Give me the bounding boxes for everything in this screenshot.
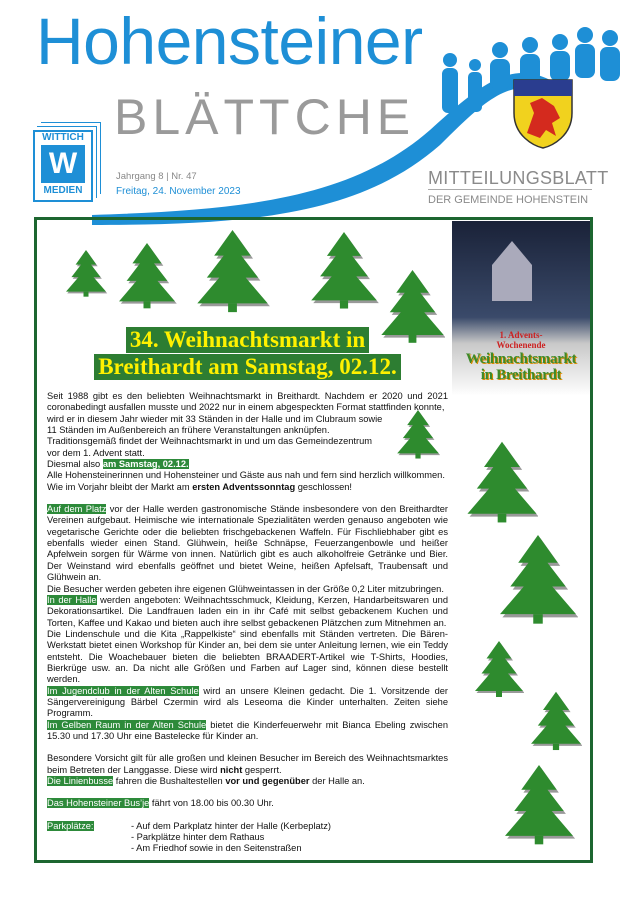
text: bietet die Kinderfeuerwehr mit Bianca Ebeling zwischen 15.30 und 17.30 Uhr eine Bastelecke für Kinder an. <box>47 719 448 741</box>
headline-line-2: Breithardt am Samstag, 02.12. <box>94 354 401 380</box>
bold-text: nicht <box>220 764 243 775</box>
paragraph: Traditionsgemäß findet der Weihnachtsmarkt in und um das Gemeindezentrum <box>47 436 373 447</box>
bold-text: vor und gegenüber <box>225 776 310 786</box>
highlight: am Samstag, 02.12. <box>102 459 189 470</box>
christmas-tree-icon <box>466 440 538 530</box>
paragraph <box>47 686 448 720</box>
divider <box>428 189 592 190</box>
christmas-tree-icon <box>303 232 385 314</box>
christmas-tree-icon <box>190 230 275 318</box>
poster-line: in Breithardt <box>480 367 562 384</box>
highlight: Auf dem Platz <box>47 504 107 515</box>
text: gesperrt. <box>242 764 282 775</box>
paragraph <box>47 776 448 787</box>
headline <box>60 327 435 380</box>
coat-of-arms-icon <box>512 78 574 150</box>
paragraph <box>47 720 448 743</box>
highlight: Im Gelben Raum in der Alten Schule <box>47 719 207 730</box>
logo-text-bottom: MEDIEN <box>43 185 83 196</box>
masthead-title: Hohensteiner <box>36 4 423 78</box>
paragraph <box>47 459 448 470</box>
christmas-market-poster <box>452 221 590 396</box>
highlight: Die Linienbusse <box>47 776 114 786</box>
highlight: Parkplätze: <box>47 820 94 831</box>
text: der Halle an. <box>309 776 365 786</box>
poster-line: Wochenende <box>496 339 546 350</box>
parking-item: - Parkplätze hinter dem Rathaus <box>131 832 265 843</box>
christmas-tree-icon <box>62 250 110 300</box>
logo-w-icon: W <box>41 145 85 183</box>
poster-line: 1. Advents- <box>499 330 543 340</box>
paragraph: Seit 1988 gibt es den beliebten Weihnachtsmarkt in Breithardt. Nachdem er 2020 und 2021 coronabedingt ausfallen musste und 2022 nur in einem abgespeckten Format stattfinden konnte, <box>47 391 448 413</box>
municipality-name: DER GEMEINDE HOHENSTEIN <box>428 194 589 206</box>
text: fahren die Bushaltestellen <box>113 776 226 786</box>
issue-number: Jahrgang 8 | Nr. 47 <box>116 171 197 182</box>
text: werden angeboten: Weihnachtsschmuck, Kleidung, Kerzen, Handarbeitswaren und Dekorationsartikel. Die Landfrauen laden ein in ihr Café mit selbst gebackenem Kuchen und Torten, Kaffee und Kakao und bieten auch ihre selbst gebackenen Plätzchen zum Mitnehmen an. <box>47 594 448 628</box>
christmas-tree-icon <box>113 243 181 313</box>
paragraph <box>47 753 448 776</box>
headline-line-1: 34. Weihnachtsmarkt in <box>126 327 369 353</box>
parking-item: - Am Friedhof sowie in den Seitenstraßen <box>131 843 302 854</box>
masthead-subtitle: BLÄTTCHE <box>114 89 416 145</box>
wittich-medien-logo <box>33 130 93 202</box>
text: wird an unsere Kleinen gedacht. Die 1. Vorsitzende der Sängervereinigung Bärbel Czermin wird als Leseoma die Kinder unterhalten. Zeiten siehe Programm. <box>47 685 449 719</box>
church-icon <box>492 241 532 301</box>
parking-item: - Auf dem Parkplatz hinter der Halle (Kerbeplatz) <box>131 820 331 831</box>
christmas-tree-icon <box>474 640 524 702</box>
text: vor der Halle werden gastronomische Stände insbesondere von den Breithardter Vereinen aufgebaut. Heimische wie internationale Spezialitäten werden genauso angeboten wie vegetarische Gerichte oder die beliebten frischgebackenen Waffeln. Für Fischliebhaber gibt es ebenfalls wieder einen Stand. Glühwein, heiße Schnäpse, Feuerzangenbowle und heißer Apfelwein sorgen für Wärme von innen. Natürlich gibt es auch alkoholfreie Getränke und Bier. Der Weinstand wird ebenfalls geöffnet und bietet Weine, heißen Apfelsaft, Traubensaft und Glühwein an. <box>47 504 448 583</box>
paragraph: 11 Ständen im Außenbereich an frühere Veranstaltungen anknüpfen. <box>47 425 330 436</box>
paragraph <box>47 595 448 629</box>
paragraph: Die Lindenschule und die Kita „Rappelkiste“ sind ebenfalls mit Ständen vertreten. Die Bären-Werkstatt bietet einen Workshop für Kinder an, bei dem sie unter Anleitung lernen, wie ein Teddy entsteht. Die Woachebauer bieten die beliebten BRAADERT-Artikel wie T-Shirts, Hoodies, Bierkrüge usw. an. Da nicht alle Größen und Farben auf Lager sind, können diese bestellt werden. <box>47 628 448 685</box>
paragraph <box>47 482 448 493</box>
christmas-tree-icon <box>530 690 582 756</box>
highlight: Im Jugendclub in der Alten Schule <box>47 685 199 696</box>
text: Wie im Vorjahr bleibt der Markt am <box>47 481 193 492</box>
parking-info <box>47 821 448 855</box>
paragraph <box>47 798 448 809</box>
christmas-tree-icon <box>498 535 578 630</box>
text: geschlossen! <box>295 481 353 492</box>
paragraph: Die Besucher werden gebeten ihre eigenen Glühweintassen in der Größe 0,2 Liter mitzubringen. <box>47 583 444 594</box>
bold-text: ersten Adventssonntag <box>192 481 296 492</box>
paragraph: wird er in diesem Jahr wieder mit 33 Ständen in der Halle und im Clubraum sowie <box>47 413 383 424</box>
logo-text-top: WITTICH <box>42 132 84 143</box>
text: fährt von 18.00 bis 00.30 Uhr. <box>149 798 274 809</box>
paragraph: Alle Hohensteinerinnen und Hohensteiner und Gäste aus nah und fern sind herzlich willkommen. <box>47 470 445 481</box>
poster-line: Weihnachtsmarkt <box>465 350 577 367</box>
paragraph <box>47 504 448 583</box>
text: Besondere Vorsicht gilt für alle großen und kleinen Besucher im Bereich des Weihnachtsmarktes beim Betreten der Langgasse. Diese wird <box>47 753 448 775</box>
issue-date: Freitag, 24. November 2023 <box>116 186 241 197</box>
poster-text <box>454 331 588 384</box>
christmas-tree-icon <box>498 765 580 850</box>
publication-type: MITTEILUNGSBLATT <box>428 168 609 188</box>
article-body <box>47 391 448 855</box>
highlight: In der Halle <box>47 594 97 605</box>
text: Diesmal also <box>47 459 103 470</box>
highlight: Das Hohensteiner Bus’je <box>47 798 150 809</box>
paragraph: vor dem 1. Advent statt. <box>47 447 145 458</box>
